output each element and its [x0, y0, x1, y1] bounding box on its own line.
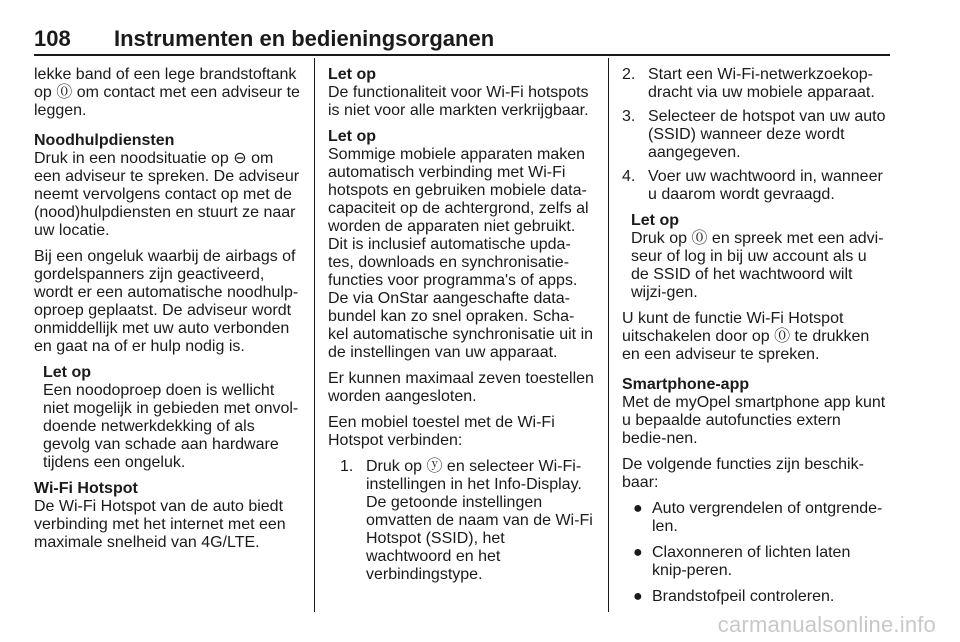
wifi-heading: Wi-Fi Hotspot: [34, 480, 138, 497]
column-1: [34, 66, 302, 560]
note-text: Een noodoproep doen is wellicht niet mogelijk in gebieden met onvol-doende netwerkdekking of als gevolg van schade aan hardware tijdens een ongeluk.: [43, 382, 299, 471]
list-item-text: Claxonneren of lichten laten knip-peren.: [652, 544, 851, 579]
wifi-section: [34, 480, 302, 552]
note-label: Let op: [328, 66, 376, 83]
note-label: Let op: [328, 128, 376, 145]
intro-paragraph: lekke band of een lege brandstoftank op ⓪ om contact met een adviseur te leggen.: [34, 66, 300, 119]
step-2: [622, 66, 888, 102]
list-item-text: Brandstofpeil controleren.: [652, 588, 835, 605]
note-text: De functionaliteit voor Wi-Fi hotspots is niet voor alle markten verkrijgbaar.: [328, 84, 589, 119]
step-text: Start een Wi-Fi-netwerkzoekop-dracht via uw mobiele apparaat.: [648, 66, 875, 101]
step-number: 1.: [340, 458, 354, 475]
step-text: Selecteer de hotspot van uw auto (SSID) wanneer deze wordt aangegeven.: [648, 108, 886, 161]
emergency-section: [34, 132, 302, 240]
note-label: Let op: [631, 212, 679, 229]
app-text: Met de myOpel smartphone app kunt u bepaalde autofuncties extern bedie-nen.: [622, 394, 886, 447]
app-heading: Smartphone-app: [622, 376, 750, 393]
step-text: Druk op ⓨ en selecteer Wi-Fi-instellingen in het Info-Display. De getoonde instellingen omvatten de naam van de Wi-Fi Hotspot (SSID), het wachtwoord en het verbindingstype.: [366, 458, 593, 583]
page-header: [34, 24, 890, 56]
connect-steps-continued: [622, 66, 888, 204]
column-2: [328, 66, 594, 592]
list-item: [622, 500, 888, 536]
accident-paragraph: Bij een ongeluk waarbij de airbags of gordelspanners zijn geactiveerd, wordt er een automatische noodhulp-oproep geplaatst. De adviseur wordt onmiddellijk met uw auto verbonden en gaat na of er hulp nodig is.: [34, 248, 299, 355]
bullet-icon: ●: [633, 500, 643, 517]
available-intro: De volgende functies zijn beschik-baar:: [622, 456, 864, 491]
note-label: Let op: [43, 364, 91, 381]
emergency-text: Druk in een noodsituatie op ⊖ om een adviseur te spreken. De adviseur neemt vervolgens contact op met de (nood)hulpdiensten en stuurt ze naar uw locatie.: [34, 150, 300, 239]
feature-list: [622, 500, 888, 606]
app-section: [622, 376, 888, 448]
data-usage-note: [328, 128, 594, 362]
bullet-icon: ●: [633, 588, 643, 605]
list-item-text: Auto vergrendelen of ontgrende-len.: [652, 500, 883, 535]
step-text: Voer uw wachtwoord in, wanneer u daarom wordt gevraagd.: [648, 168, 883, 203]
note-text: Druk op ⓪ en spreek met een advi-seur of log in bij uw account als u de SSID of het wachtwoord wilt wijzi-gen.: [631, 230, 884, 301]
emergency-heading: Noodhulpdiensten: [34, 132, 175, 149]
step-1: [340, 458, 594, 584]
step-number: 2.: [622, 66, 636, 83]
step-3: [622, 108, 888, 162]
availability-note: [328, 66, 594, 120]
ssid-note: [631, 212, 888, 302]
page-number: 108: [34, 26, 71, 51]
note-text: Sommige mobiele apparaten maken automatisch verbinding met Wi-Fi hotspots en gebruiken mobiele data-capaciteit op de achtergrond, zelfs al worden de apparaten niet gebruikt. Dit is inclusief automatische upda-tes, downloads en synchronisatie-functies voor programma's of apps. De via OnStar aangeschafte data-bundel kan zo snel opraken. Scha-kel automatische synchronisatie uit in de instellingen van uw apparaat.: [328, 146, 594, 361]
emergency-note: [43, 364, 302, 472]
wifi-text: De Wi-Fi Hotspot van de auto biedt verbinding met het internet met een maximale snelheid van 4G/LTE.: [34, 498, 286, 551]
column-divider-2: [608, 58, 609, 612]
list-item: [622, 544, 888, 580]
list-item: [622, 588, 888, 606]
step-number: 3.: [622, 108, 636, 125]
connect-intro: Een mobiel toestel met de Wi-Fi Hotspot verbinden:: [328, 414, 555, 449]
max-devices-paragraph: Er kunnen maximaal zeven toestellen worden aangesloten.: [328, 370, 594, 405]
step-number: 4.: [622, 168, 636, 185]
column-divider-1: [314, 58, 315, 612]
bullet-icon: ●: [633, 544, 643, 561]
step-4: [622, 168, 888, 204]
page-title: Instrumenten en bedieningsorganen: [114, 26, 495, 51]
watermark: carmanualsonline.info: [717, 612, 936, 637]
column-3: [622, 66, 888, 614]
connect-steps: [328, 458, 594, 584]
disable-paragraph: U kunt de functie Wi-Fi Hotspot uitschakelen door op ⓪ te drukken en een adviseur te spreken.: [622, 310, 870, 363]
